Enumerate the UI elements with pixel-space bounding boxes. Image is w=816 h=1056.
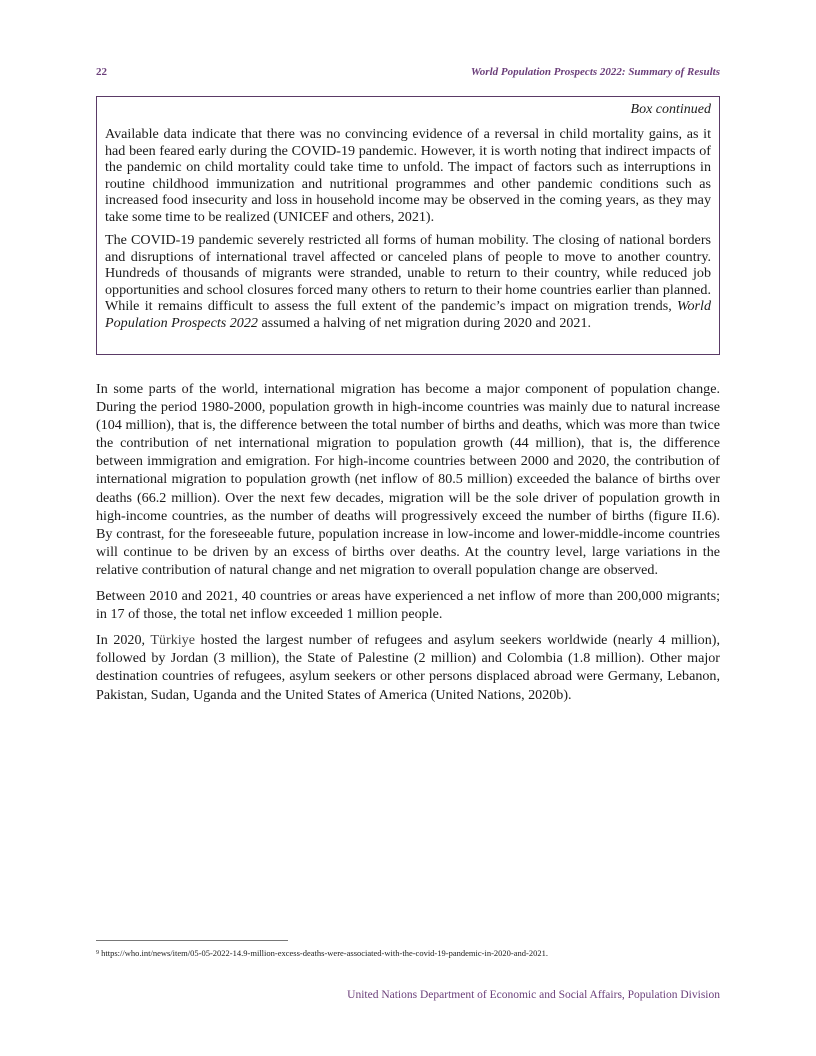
- box-paragraph-1: Available data indicate that there was no convincing evidence of a reversal in child mortality gains, as it had been feared early during the COVID-19 pandemic. However, it is worth noting that indirect impacts of the pandemic on child mortality could take time to unfold. The impact of factors such as interruptions in routine childhood immunization and nutritional programmes and other pandemic conditions such as increased food insecurity and loss in household income may be observed in the coming years, as they may take some time to be realized (UNICEF and others, 2021).: [105, 126, 711, 225]
- body-paragraph-2: Between 2010 and 2021, 40 countries or areas have experienced a net inflow of more than 200,000 migrants; in 17 of those, the total net inflow exceeded 1 million people.: [96, 588, 720, 623]
- country-name: Türkiye: [150, 632, 195, 649]
- footnote: [96, 948, 720, 959]
- main-text: [96, 380, 720, 712]
- box-paragraph-2-text: The COVID-19 pandemic severely restricted all forms of human mobility. The closing of national borders and disruptions of international travel affected or canceled plans of people to move to another country. Hundreds of thousands of migrants were stranded, unable to return to their country, while reduced job opportunities and school closures forced many others to return to their home countries earlier than planned. While it remains difficult to assess the full extent of the pandemic’s impact on migration trends,: [105, 232, 711, 314]
- body-paragraph-3-prefix: In 2020,: [96, 632, 151, 649]
- box-continued-panel: [96, 96, 720, 355]
- page-footer: United Nations Department of Economic and Social Affairs, Population Division: [347, 989, 720, 1001]
- footnote-marker: 9: [96, 950, 99, 956]
- body-paragraph-3: [96, 631, 720, 703]
- box-paragraph-2: [105, 232, 711, 331]
- body-paragraph-1: In some parts of the world, international migration has become a major component of population change. During the period 1980-2000, population growth in high-income countries was mainly due to natural increase (104 million), that is, the difference between the total number of births and deaths, which was more than twice the contribution of net international migration to population growth (44 million), that is, the difference between immigration and emigration. For high-income countries between 2000 and 2020, the contribution of international migration to population growth (net inflow of 80.5 million) exceeded the balance of births over deaths (66.2 million). Over the next few decades, migration will be the sole driver of population growth in high-income countries, as the number of deaths will progressively exceed the number of births (figure II.6). By contrast, for the foreseeable future, population increase in low-income and lower-middle-income countries will continue to be driven by an excess of births over deaths. At the country level, large variations in the relative contribution of natural change and net migration to overall population change are observed.: [96, 381, 720, 578]
- box-continued-label: Box continued: [630, 102, 711, 117]
- footnote-link[interactable]: https://who.int/news/item/05-05-2022-14.9-million-excess-deaths-were-associated-with-the-covid-19-pandemic-in-2020-and-2021.: [99, 948, 548, 958]
- box-paragraph-2-end: assumed a halving of net migration during 2020 and 2021.: [257, 314, 592, 331]
- body-paragraph-3-text: hosted the largest number of refugees and asylum seekers worldwide (nearly 4 million), followed by Jordan (3 million), the State of Palestine (2 million) and Colombia (1.8 million). Other major destination countries of refugees, asylum seekers or other persons displaced abroad were Germany, Lebanon, Pakistan, Sudan, Uganda and the United States of America (United Nations, 2020b).: [96, 632, 720, 703]
- running-title: World Population Prospects 2022: Summary of Results: [470, 66, 720, 78]
- page-number: 22: [96, 66, 107, 78]
- page-header: [96, 66, 720, 82]
- publication-title: World Population Prospects 2022: [105, 298, 711, 331]
- footnote-divider: [96, 940, 288, 941]
